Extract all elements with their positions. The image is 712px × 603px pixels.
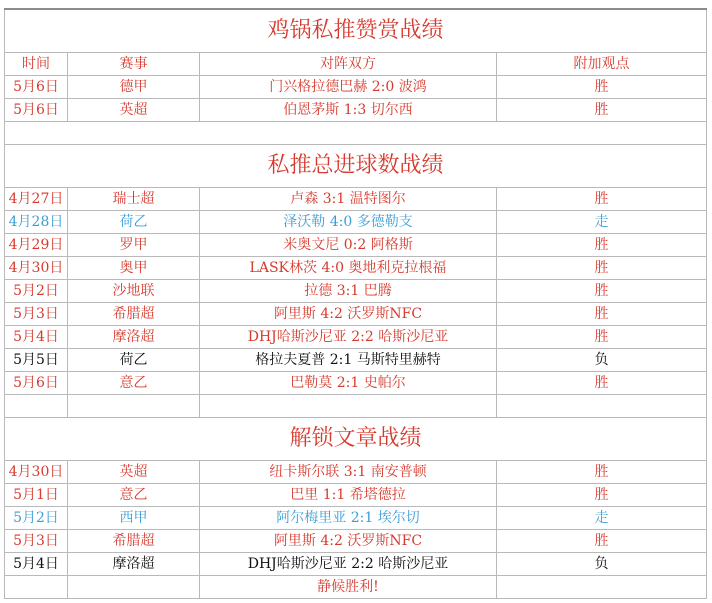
table-row: [5, 99, 707, 122]
table-row: [5, 211, 707, 234]
spacer-cell: [497, 395, 707, 418]
table-row: [5, 280, 707, 303]
cell-match: 泽沃勒 4:0 多德勒支: [200, 211, 497, 234]
cell-league: 摩洛超: [68, 326, 200, 349]
cell-result: 胜: [497, 99, 707, 122]
cell-date: 5月6日: [5, 372, 68, 395]
spacer-cell: [5, 122, 707, 145]
cell-match: 格拉夫夏普 2:1 马斯特里赫特: [200, 349, 497, 372]
cell-match: 伯恩茅斯 1:3 切尔西: [200, 99, 497, 122]
cell-date: 5月2日: [5, 507, 68, 530]
cell-result: 负: [497, 349, 707, 372]
section-title-row: [5, 418, 707, 461]
cell-league: 希腊超: [68, 530, 200, 553]
cell-league: 意乙: [68, 372, 200, 395]
cell-league: 西甲: [68, 507, 200, 530]
cell-league: 德甲: [68, 76, 200, 99]
spacer-cell: [200, 395, 497, 418]
cell-result: 胜: [497, 461, 707, 484]
section-title: 解锁文章战绩: [5, 418, 707, 461]
table-row: [5, 234, 707, 257]
table-row: [5, 349, 707, 372]
cell-result: 胜: [497, 257, 707, 280]
cell-date: 5月4日: [5, 553, 68, 576]
spacer-cell: [5, 395, 68, 418]
cell-league: 沙地联: [68, 280, 200, 303]
cell-league: 奥甲: [68, 257, 200, 280]
header-league: 赛事: [68, 53, 200, 76]
cell-date: 4月30日: [5, 461, 68, 484]
footer-empty-cell: [497, 576, 707, 599]
cell-match: 巴里 1:1 希塔德拉: [200, 484, 497, 507]
cell-match: 纽卡斯尔联 3:1 南安普顿: [200, 461, 497, 484]
cell-date: 5月3日: [5, 303, 68, 326]
footer-row: [5, 576, 707, 599]
cell-result: 胜: [497, 188, 707, 211]
cell-league: 荷乙: [68, 349, 200, 372]
section-title: 私推总进球数战绩: [5, 145, 707, 188]
cell-date: 5月6日: [5, 99, 68, 122]
cell-match: DHJ哈斯沙尼亚 2:2 哈斯沙尼亚: [200, 553, 497, 576]
footer-empty-cell: [5, 576, 68, 599]
table-row: [5, 76, 707, 99]
cell-match: 卢森 3:1 温特图尔: [200, 188, 497, 211]
table-row: [5, 507, 707, 530]
cell-result: 走: [497, 507, 707, 530]
cell-league: 英超: [68, 99, 200, 122]
cell-result: 胜: [497, 484, 707, 507]
cell-league: 英超: [68, 461, 200, 484]
cell-match: 巴勒莫 2:1 史帕尔: [200, 372, 497, 395]
cell-date: 5月4日: [5, 326, 68, 349]
cell-result: 胜: [497, 76, 707, 99]
cell-date: 4月29日: [5, 234, 68, 257]
cell-match: 阿里斯 4:2 沃罗斯NFC: [200, 530, 497, 553]
cell-date: 4月27日: [5, 188, 68, 211]
cell-date: 5月5日: [5, 349, 68, 372]
table-row: [5, 303, 707, 326]
cell-result: 胜: [497, 280, 707, 303]
footer-empty-cell: [68, 576, 200, 599]
table-row: [5, 326, 707, 349]
footer-message: 静候胜利!: [200, 576, 497, 599]
table-row: [5, 188, 707, 211]
cell-date: 5月3日: [5, 530, 68, 553]
table-row: [5, 553, 707, 576]
table-row: [5, 530, 707, 553]
cell-league: 希腊超: [68, 303, 200, 326]
cell-league: 罗甲: [68, 234, 200, 257]
cell-match: 阿尔梅里亚 2:1 埃尔切: [200, 507, 497, 530]
spacer-row: [5, 122, 707, 145]
cell-date: 5月6日: [5, 76, 68, 99]
results-sheet: [4, 8, 707, 599]
cell-league: 摩洛超: [68, 553, 200, 576]
cell-date: 4月30日: [5, 257, 68, 280]
table-row: [5, 372, 707, 395]
cell-league: 瑞士超: [68, 188, 200, 211]
table-row: [5, 257, 707, 280]
table-row: [5, 484, 707, 507]
cell-result: 胜: [497, 303, 707, 326]
header-row: [5, 53, 707, 76]
section-title: 鸡锅私推赞赏战绩: [5, 9, 707, 53]
cell-match: 米奥文尼 0:2 阿格斯: [200, 234, 497, 257]
cell-date: 5月1日: [5, 484, 68, 507]
section-title-row: [5, 9, 707, 53]
cell-result: 胜: [497, 234, 707, 257]
cell-result: 胜: [497, 326, 707, 349]
cell-league: 意乙: [68, 484, 200, 507]
cell-date: 4月28日: [5, 211, 68, 234]
cell-match: 拉德 3:1 巴腾: [200, 280, 497, 303]
cell-match: 阿里斯 4:2 沃罗斯NFC: [200, 303, 497, 326]
spacer-row: [5, 395, 707, 418]
cell-match: DHJ哈斯沙尼亚 2:2 哈斯沙尼亚: [200, 326, 497, 349]
cell-result: 走: [497, 211, 707, 234]
header-date: 时间: [5, 53, 68, 76]
spacer-cell: [68, 395, 200, 418]
section-title-row: [5, 145, 707, 188]
cell-match: 门兴格拉德巴赫 2:0 波鸿: [200, 76, 497, 99]
cell-match: LASK林茨 4:0 奥地利克拉根福: [200, 257, 497, 280]
cell-result: 胜: [497, 372, 707, 395]
cell-date: 5月2日: [5, 280, 68, 303]
table-row: [5, 461, 707, 484]
cell-league: 荷乙: [68, 211, 200, 234]
header-result: 附加观点: [497, 53, 707, 76]
cell-result: 胜: [497, 530, 707, 553]
header-match: 对阵双方: [200, 53, 497, 76]
cell-result: 负: [497, 553, 707, 576]
